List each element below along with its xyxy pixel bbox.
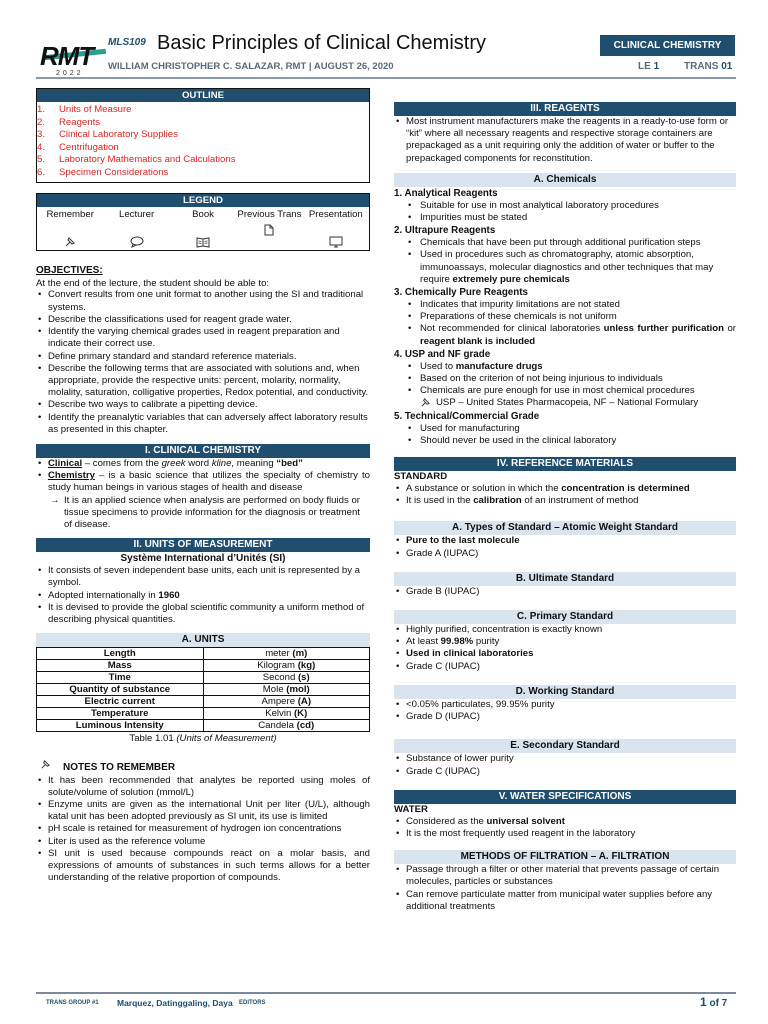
list-item: • Should never be used in the clinical laboratory	[394, 435, 736, 447]
footer-group: TRANS GROUP #1	[46, 1000, 99, 1006]
list-item: • Based on the criterion of not being injurious to individuals	[394, 373, 736, 385]
ultimate-list	[394, 586, 736, 598]
list-item: • At least 99.98% purity	[394, 636, 736, 648]
list-item: • Chemicals are pure enough for use in most chemical procedures	[394, 385, 736, 397]
list-item: • Describe the classifications used for reagent grade water.	[36, 314, 370, 326]
clinical-arrow-note: → It is an applied science when analysis are performed on body fluids or tissue specimens to provide information for the diagnosis or treatment of disease.	[36, 495, 370, 532]
list-item: • Pure to the last molecule	[394, 535, 736, 547]
document-title: Basic Principles of Clinical Chemistry	[157, 32, 486, 54]
list-item: • It is used in the calibration of an instrument of method	[394, 495, 736, 507]
legend-lecturer: Lecturer	[103, 207, 169, 250]
course-code: MLS109	[108, 37, 146, 48]
table-row: Temperature Kelvin (K)	[37, 708, 370, 720]
pin-icon	[420, 397, 431, 412]
monitor-icon	[303, 236, 369, 250]
outline-item[interactable]: 2. Reagents	[37, 116, 101, 128]
outline-item[interactable]: 4. Centrifugation	[37, 141, 119, 153]
footer-editors: EDITORS	[239, 1000, 266, 1006]
lecture-number: LE 1	[638, 61, 660, 72]
list-item: • Define primary standard and standard reference materials.	[36, 351, 370, 363]
outline-box	[36, 88, 370, 183]
reagents-intro	[394, 116, 736, 165]
ultrapure-list	[394, 237, 736, 286]
list-item: • It has been recommended that analytes be reported using moles of solute/volume of solution (mmol/L)	[36, 775, 370, 799]
list-item: • Adopted internationally in 1960	[36, 590, 370, 602]
list-item: • Impurities must be stated	[394, 212, 736, 224]
list-item: • Grade B (IUPAC)	[394, 586, 736, 598]
list-item: • Describe two ways to calibrate a pipetting device.	[36, 399, 370, 411]
list-item: • Convert results from one unit format to another using the SI and traditional systems.	[36, 289, 370, 313]
list-item: • Grade C (IUPAC)	[394, 766, 736, 778]
list-item: • Suitable for use in most analytical laboratory procedures	[394, 200, 736, 212]
pin-icon	[40, 762, 51, 773]
si-list	[36, 565, 370, 626]
outline-item[interactable]: 1. Units of Measure	[37, 104, 132, 115]
objectives-title: OBJECTIVES:	[36, 265, 103, 276]
filtration-title: METHODS OF FILTRATION – A. FILTRATION	[394, 850, 736, 864]
table-caption: Table 1.01 (Units of Measurement)	[129, 733, 277, 745]
book-icon	[170, 236, 236, 250]
objectives-lead: At the end of the lecture, the student should be able to:	[36, 277, 270, 289]
ultimate-standard-title: B. Ultimate Standard	[394, 572, 736, 586]
subject-badge: CLINICAL CHEMISTRY	[600, 35, 735, 56]
list-item: • Passage through a filter or other material that prevents passage of certain molecules, particles or substances	[394, 864, 736, 888]
list-item: • Used in clinical laboratories	[394, 648, 736, 660]
table-row: Electric current Ampere (A)	[37, 696, 370, 708]
list-item: • pH scale is retained for measurement of hydrogen ion concentrations	[36, 823, 370, 835]
list-item: • Chemicals that have been put through additional purification steps	[394, 237, 736, 249]
author-line: WILLIAM CHRISTOPHER C. SALAZAR, RMT | AUGUST 26, 2020	[108, 61, 394, 72]
clinical-list	[36, 458, 370, 495]
table-row: Luminous Intensity Candela (cd)	[37, 720, 370, 732]
primary-standard-title: C. Primary Standard	[394, 610, 736, 624]
table-row: Length meter (m)	[37, 648, 370, 660]
legend-box	[36, 193, 370, 251]
technical-list	[394, 423, 736, 447]
speech-bubble-icon	[103, 236, 169, 250]
section-reagents: III. REAGENTS	[394, 102, 736, 116]
right-column	[394, 100, 736, 913]
table-row: Mass Kilogram (kg)	[37, 660, 370, 672]
list-item: • Liter is used as the reference volume	[36, 836, 370, 848]
list-item: • Considered as the universal solvent	[394, 816, 736, 828]
list-item: • Highly purified, concentration is exactly known	[394, 624, 736, 636]
usp-nf-pin-note: USP – United States Pharmacopeia, NF – National Formulary	[394, 397, 736, 409]
working-standard-title: D. Working Standard	[394, 685, 736, 699]
list-item: • SI unit is used because compounds react on a molar basis, and expressions of amounts of substances in such terms allows for a better understanding of the relative proportion of compounds.	[36, 848, 370, 885]
list-item: • Grade D (IUPAC)	[394, 711, 736, 723]
list-item: • Enzyme units are given as the international Unit per liter (U/L), although katal unit has been adopted previously as SI unit, its use is limited	[36, 799, 370, 823]
atomic-weight-standard-title: A. Types of Standard – Atomic Weight Standard	[394, 521, 736, 535]
list-item: • Used for manufacturing	[394, 423, 736, 435]
primary-list	[394, 624, 736, 673]
logo-text: RMT	[40, 41, 94, 71]
legend-presentation: Presentation	[303, 207, 369, 250]
water-list	[394, 816, 736, 840]
footer-names: Marquez, Datinggaling, Daya	[117, 998, 233, 1008]
list-item: • It is devised to provide the global scientific community a uniform method of describing physical quantities.	[36, 602, 370, 626]
list-item: • <0.05% particulates, 99.95% purity	[394, 699, 736, 711]
logo-year: 2022	[56, 70, 84, 77]
list-item: • Not recommended for clinical laboratories unless further purification or reagent blank is included	[394, 323, 736, 347]
section-water: V. WATER SPECIFICATIONS	[394, 790, 736, 804]
outline-item[interactable]: 5. Laboratory Mathematics and Calculations	[37, 154, 236, 165]
list-item: • Used in procedures such as chromatography, atomic absorption, immunoassays, molecular diagnostics and other techniques that may require extremely pure chemicals	[394, 249, 736, 286]
atomic-weight-list	[394, 535, 736, 559]
units-table-title: A. UNITS	[36, 633, 370, 647]
chemicals-title: A. Chemicals	[394, 173, 736, 187]
list-item: • Grade C (IUPAC)	[394, 661, 736, 673]
outline-list	[37, 102, 369, 182]
notes-list	[36, 775, 370, 885]
list-item: • Used to manufacture drugs	[394, 361, 736, 373]
list-item: • Identify the varying chemical grades used in reagent preparation and indicate their correct use.	[36, 326, 370, 350]
list-item: • A substance or solution in which the concentration is determined	[394, 483, 736, 495]
units-table	[36, 647, 370, 732]
list-item: • Substance of lower purity	[394, 753, 736, 765]
chemically-pure-head: 3. Chemically Pure Reagents	[394, 287, 528, 299]
left-column	[36, 88, 370, 884]
outline-item[interactable]: 6. Specimen Considerations	[37, 166, 169, 178]
list-item: • Can remove particulate matter from municipal water supplies before any additional treatments	[394, 889, 736, 913]
list-item: • It is the most frequently used reagent in the laboratory	[394, 828, 736, 840]
filtration-list	[394, 864, 736, 913]
list-item: • Clinical – comes from the greek word kline, meaning “bed”	[36, 458, 370, 470]
legend-book: Book	[170, 207, 236, 250]
list-item: • Most instrument manufacturers make the reagents in a ready-to-use form or “kit” where all necessary reagents and respective storage containers are prepackaged as a unit requiring only the addition of water or buffer to the prepackaged components for reconstitution.	[394, 116, 736, 165]
section-reference-materials: IV. REFERENCE MATERIALS	[394, 457, 736, 471]
analytical-list	[394, 200, 736, 224]
water-head: WATER	[394, 803, 428, 815]
notes-title: NOTES TO REMEMBER	[36, 759, 370, 775]
legend-title: LEGEND	[37, 194, 369, 207]
section-units: II. UNITS OF MEASUREMENT	[36, 538, 370, 552]
list-item: • It consists of seven independent base units, each unit is represented by a symbol.	[36, 565, 370, 589]
trans-number: TRANS 01	[684, 61, 733, 72]
outline-item[interactable]: 3. Clinical Laboratory Supplies	[37, 129, 178, 140]
table-row: Quantity of substance Mole (mol)	[37, 684, 370, 696]
section-clinical-chemistry: I. CLINICAL CHEMISTRY	[36, 444, 370, 458]
list-item: • Identify the preanalytic variables that can adversely affect laboratory results as presented in this chapter.	[36, 412, 370, 436]
usp-nf-list	[394, 361, 736, 398]
table-row: Time Second (s)	[37, 672, 370, 684]
list-item: • Grade A (IUPAC)	[394, 548, 736, 560]
objectives-list	[36, 289, 370, 435]
rmt-logo	[40, 38, 108, 78]
list-item: • Indicates that impurity limitations are not stated	[394, 299, 736, 311]
pin-icon	[37, 236, 103, 250]
usp-nf-head: 4. USP and NF grade	[394, 348, 491, 360]
chemically-pure-list	[394, 299, 736, 348]
header-divider	[36, 77, 736, 79]
list-item: • Describe the following terms that are associated with solutions and, when appropriate, provide the respective units: percent, molarity, normality, molality, saturation, colligative properties, Redox potential, and conductivity.	[36, 363, 370, 400]
standard-list	[394, 483, 736, 507]
document-icon	[236, 224, 302, 238]
standard-head: STANDARD	[394, 471, 448, 483]
legend-row	[37, 207, 369, 250]
secondary-standard-title: E. Secondary Standard	[394, 739, 736, 753]
working-list	[394, 699, 736, 723]
legend-remember: Remember	[37, 207, 103, 250]
outline-title: OUTLINE	[37, 89, 369, 102]
page-number: 1 of 7	[700, 995, 728, 1009]
legend-previous-trans: Previous Trans	[236, 207, 302, 250]
list-item: • Preparations of these chemicals is not uniform	[394, 311, 736, 323]
analytical-reagents-head: 1. Analytical Reagents	[394, 187, 498, 199]
list-item: • Chemistry – is a basic science that utilizes the specialty of chemistry to study human beings in various stages of health and disease	[36, 470, 370, 494]
technical-grade-head: 5. Technical/Commercial Grade	[394, 410, 540, 422]
secondary-list	[394, 753, 736, 777]
footer-divider	[36, 992, 736, 994]
ultrapure-reagents-head: 2. Ultrapure Reagents	[394, 225, 496, 237]
si-subtitle: Système International d’Unités (SI)	[120, 553, 286, 565]
